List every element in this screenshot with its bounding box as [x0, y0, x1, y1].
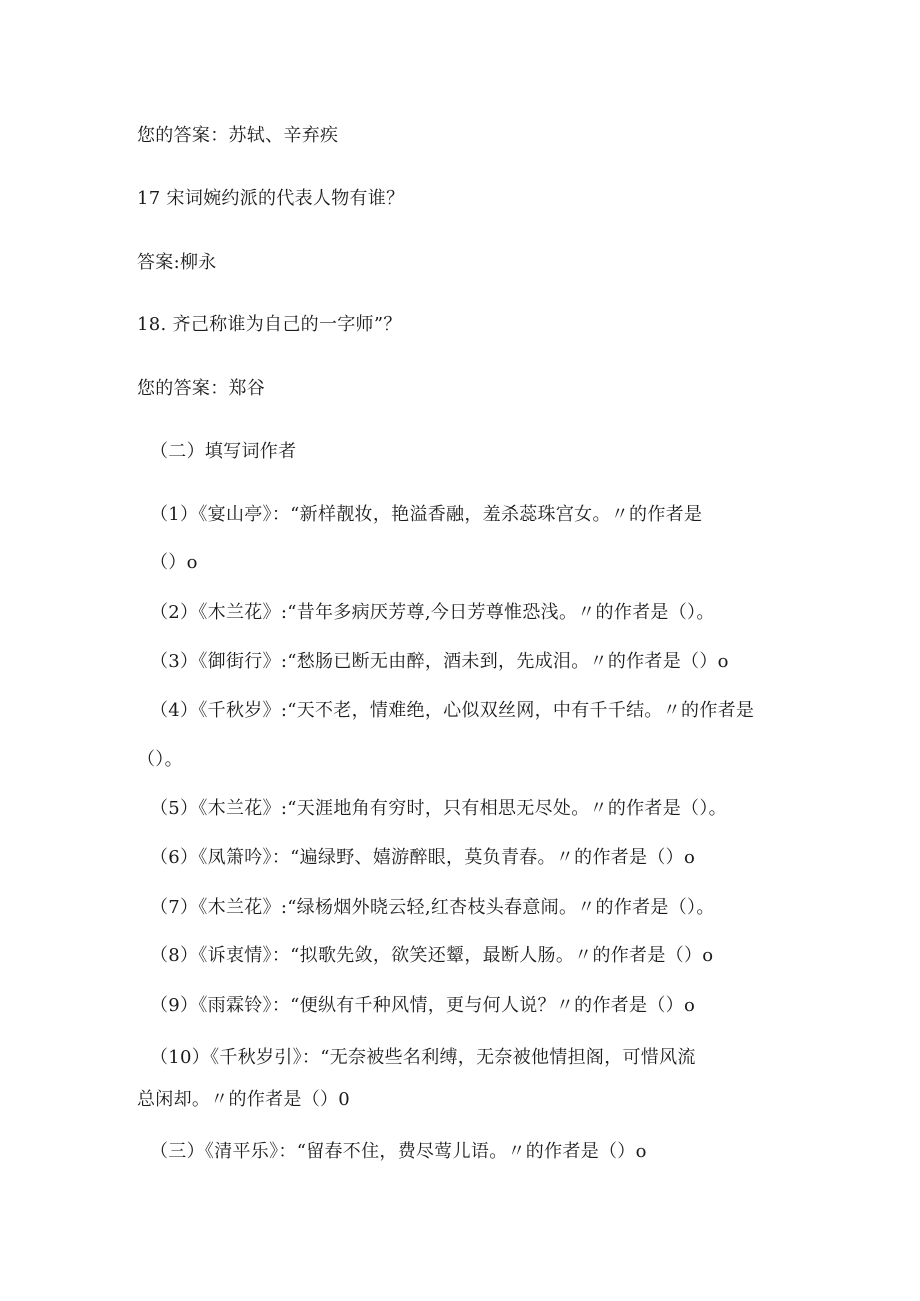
fill-item-4-blank: （）。: [137, 749, 183, 770]
fill-item-1-blank: （）o: [150, 552, 198, 573]
fill-item-10-cont: 总闲却。〃的作者是（）0: [137, 1089, 351, 1110]
fill-item-7: （7）《木兰花》:“绿杨烟外晓云轻,红杏枝头春意闹。〃的作者是（）。: [150, 897, 715, 918]
question-18: 18. 齐己称谁为自己的一字师”？: [137, 314, 402, 335]
fill-item-9: （9）《雨霖铃》：“便纵有千种风情，更与何人说？〃的作者是（）o: [150, 995, 696, 1016]
fill-item-5: （5）《木兰花》:“天涯地角有穷时，只有相思无尽处。〃的作者是（）。: [150, 798, 727, 819]
fill-item-3: （3）《御街行》:“愁肠已断无由醉，酒未到，先成泪。〃的作者是（）o: [150, 651, 729, 672]
question-17: 17 宋词婉约派的代表人物有谁？: [137, 188, 405, 209]
fill-item-1: （1）《宴山亭》：“新样靓妆，艳溢香融，羞杀蕊珠宫女。〃的作者是: [150, 504, 703, 525]
fill-item-2: （2）《木兰花》:“昔年多病厌芳尊,今日芳尊惟恐浅。〃的作者是（）。: [150, 602, 715, 623]
answer-line-18: 您的答案：郑谷: [137, 378, 266, 399]
answer-line-16: 您的答案：苏轼、辛弃疾: [137, 125, 339, 146]
fill-item-6: （6）《凤箫吟》：“遍绿野、嬉游醉眼，莫负青春。〃的作者是（）o: [150, 847, 696, 868]
answer-line-17: 答案:柳永: [137, 252, 217, 273]
fill-item-4: （4）《千秋岁》:“天不老，情难绝，心似双丝网，中有千千结。〃的作者是: [150, 700, 755, 721]
fill-item-8: （8）《诉衷情》：“拟歌先敛，欲笑还颦，最断人肠。〃的作者是（）o: [150, 945, 714, 966]
fill-item-10: （10）《千秋岁引》：“无奈被些名利缚，无奈被他情担阁，可惜风流: [150, 1047, 696, 1068]
section-heading-2: （二）填写词作者: [150, 441, 297, 462]
section-3-item: （三）《清平乐》：“留春不住，费尽莺儿语。〃的作者是（）o: [150, 1141, 647, 1162]
